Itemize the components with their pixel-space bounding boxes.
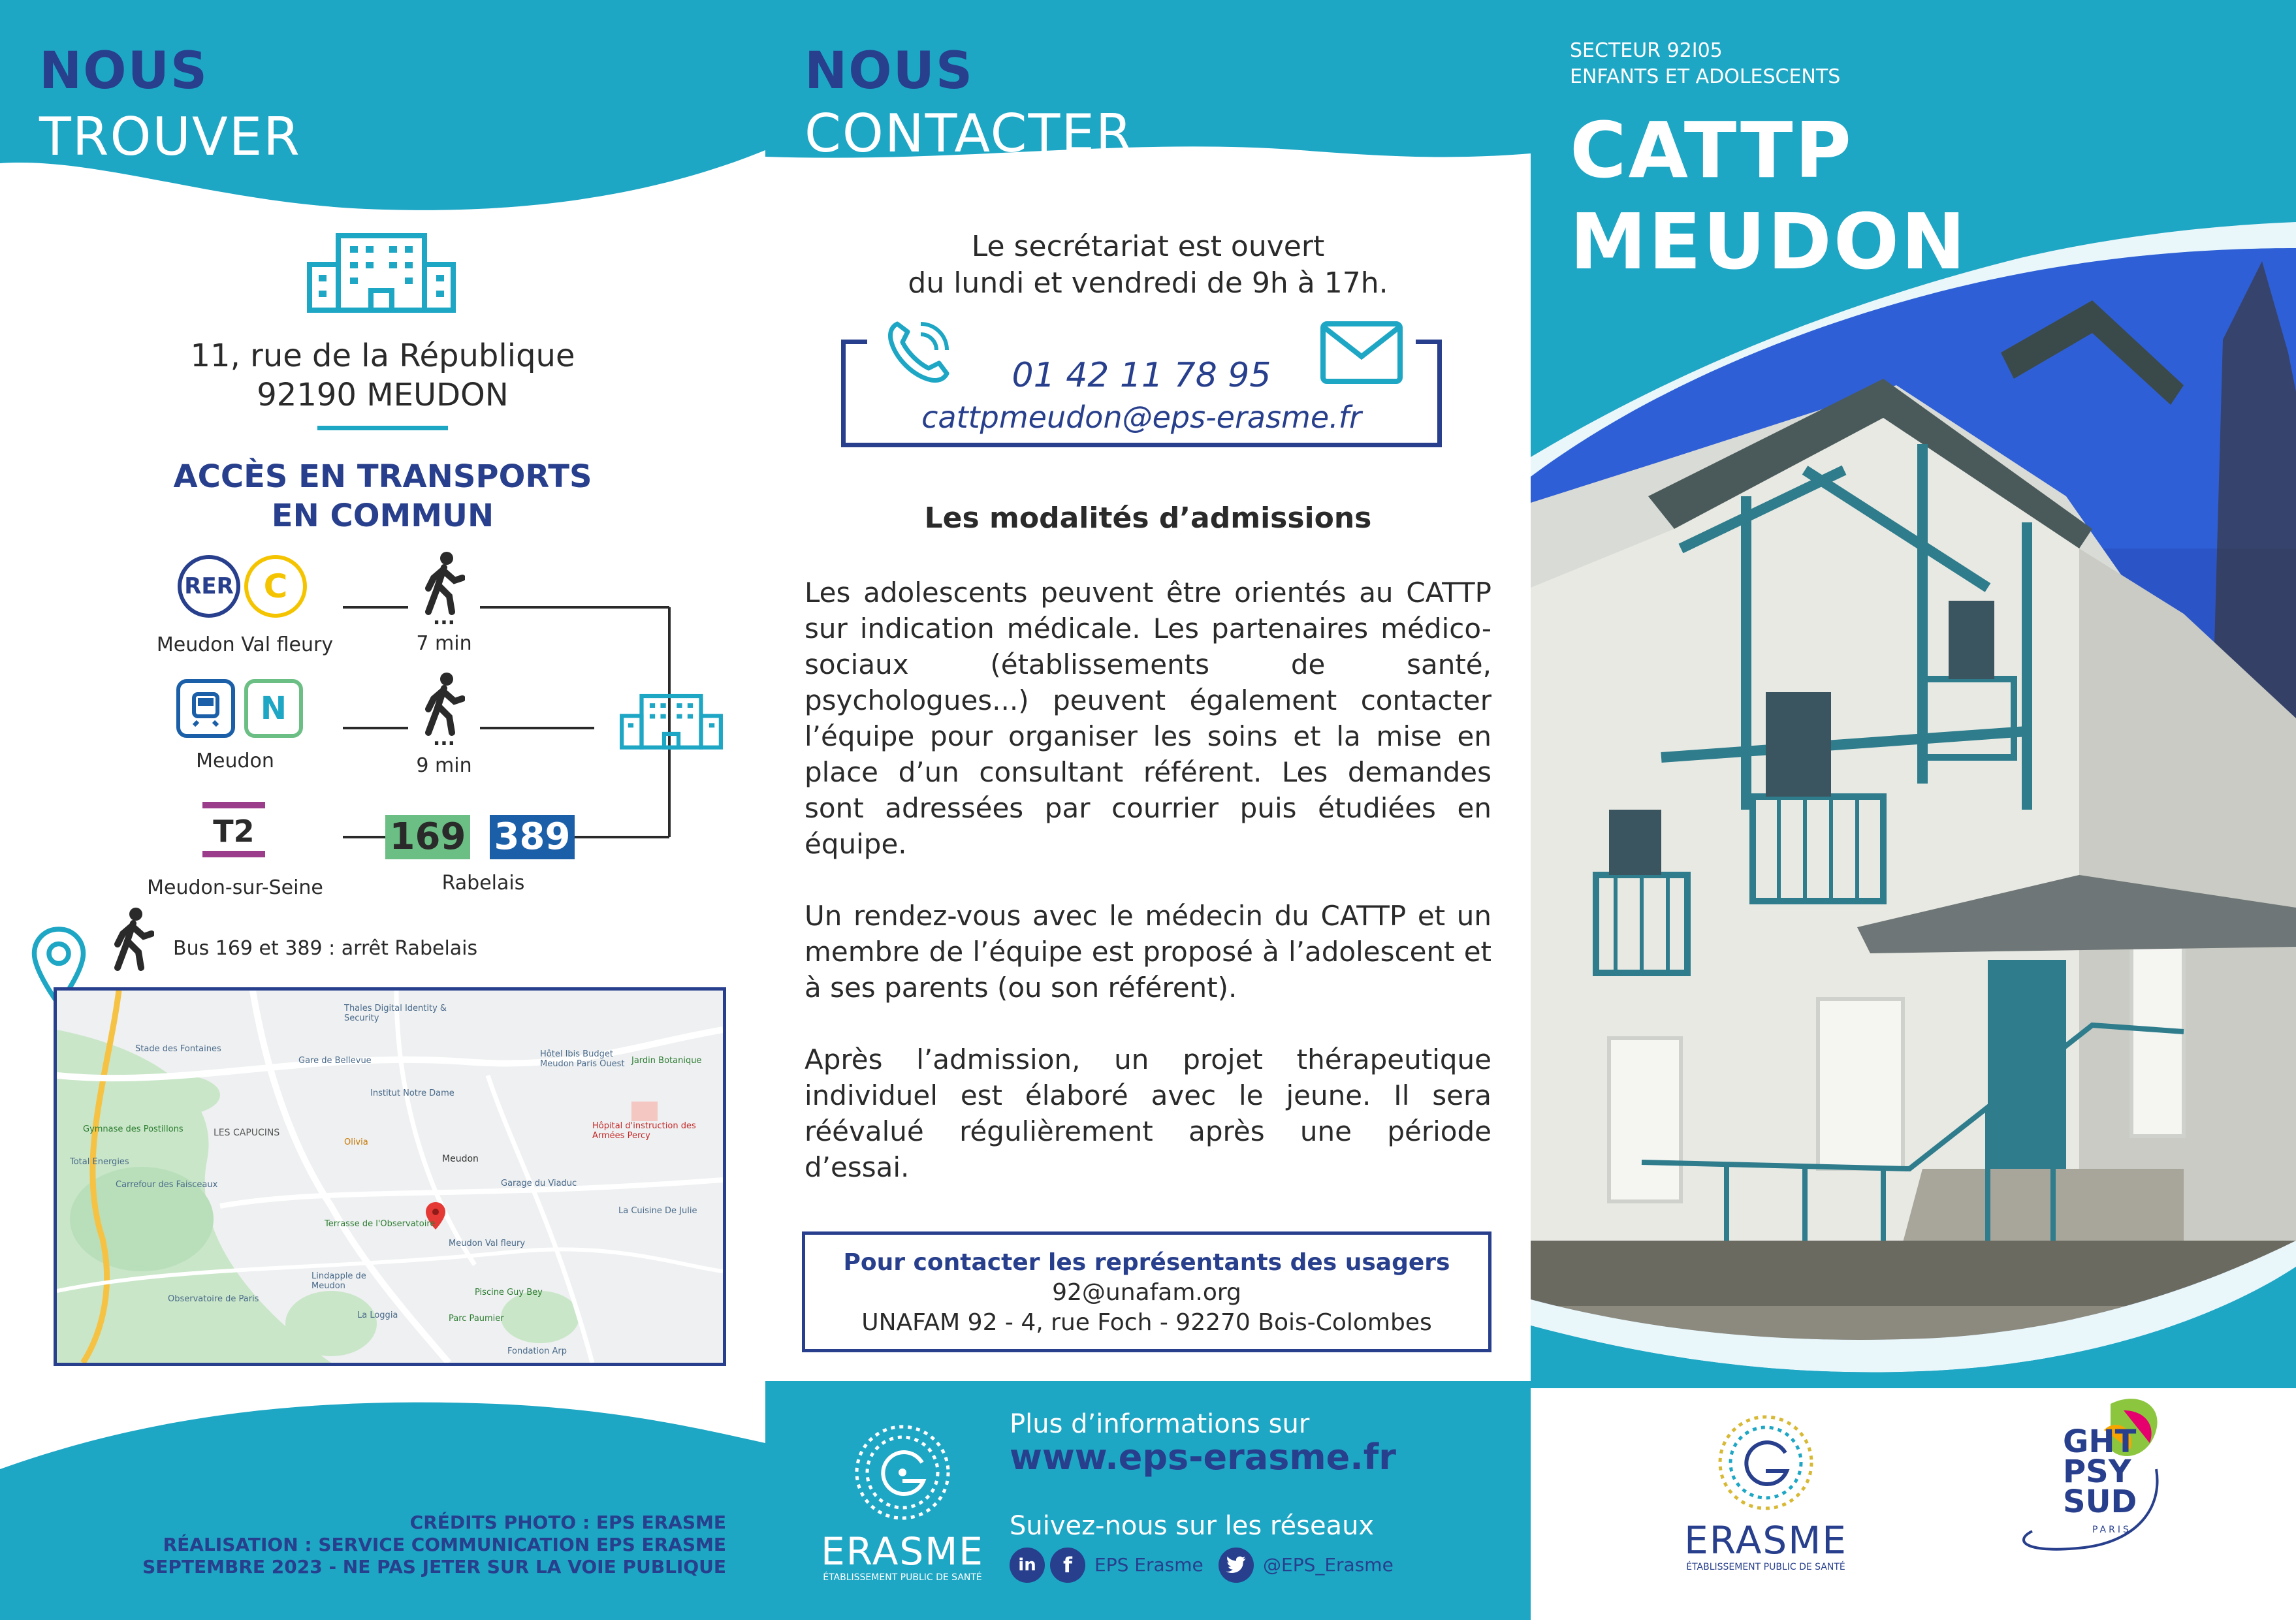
rer-c-badge: C bbox=[244, 555, 307, 618]
users-email[interactable]: 92@unafam.org bbox=[1052, 1279, 1241, 1306]
phone-number[interactable]: 01 42 11 78 95 bbox=[1012, 356, 1271, 395]
walk-time: 9 min bbox=[416, 754, 472, 777]
facebook-handle[interactable]: EPS Erasme bbox=[1094, 1554, 1204, 1576]
bus-stop-label: Rabelais bbox=[441, 872, 525, 895]
erasme-logo-subtitle: ÉTABLISSEMENT PUBLIC DE SANTÉ bbox=[823, 1572, 982, 1583]
building-photo bbox=[1531, 222, 2296, 1404]
station-label: Meudon bbox=[196, 750, 274, 772]
facebook-icon[interactable]: f bbox=[1050, 1548, 1085, 1583]
section-title-light: TROUVER bbox=[39, 106, 301, 167]
section-title-bold: NOUS bbox=[39, 42, 209, 101]
map-label: Gare de Bellevue bbox=[298, 1056, 372, 1066]
map-label: Piscine Guy Bey bbox=[475, 1288, 543, 1297]
ght-line2: PSY bbox=[2063, 1453, 2131, 1490]
email-link[interactable]: cattpmeudon@eps-erasme.fr bbox=[921, 400, 1362, 435]
cover-title-line1: CATTP bbox=[1570, 105, 1853, 195]
map[interactable] bbox=[54, 987, 726, 1366]
section-title-bold: NOUS bbox=[805, 42, 974, 101]
opening-hours bbox=[765, 229, 1531, 302]
map-label: Carrefour des Faisceaux bbox=[116, 1180, 218, 1190]
sector-audience: ENFANTS ET ADOLESCENTS bbox=[1570, 65, 1841, 88]
admissions-paragraph-3: Après l’admission, un projet thérapeutique individuel est élaboré avec le jeune. Il sera réévalué régulièrement après une période d’essai. bbox=[805, 1043, 1491, 1183]
hours-line2: du lundi et vendredi de 9h à 17h. bbox=[908, 266, 1388, 300]
map-label: Hôpital d'instruction des Armées Percy bbox=[592, 1121, 696, 1141]
admissions-paragraph-2: Un rendez-vous avec le médecin du CATTP et un membre de l’équipe est proposé à l’adolescent et à ses parents (ou son référent). bbox=[805, 900, 1491, 1004]
map-label: LES CAPUCINS bbox=[214, 1128, 280, 1138]
address bbox=[121, 336, 644, 415]
map-label: Parc Paumier bbox=[449, 1314, 504, 1324]
map-label: La Loggia bbox=[357, 1310, 398, 1320]
transport-title bbox=[121, 457, 644, 535]
map-label: Terrasse de l'Observatoire bbox=[325, 1219, 436, 1229]
map-label: Lindapple de Meudon bbox=[311, 1271, 366, 1291]
map-label: Olivia bbox=[344, 1137, 368, 1147]
map-label: Stade des Fontaines bbox=[135, 1044, 221, 1054]
map-label: Meudon Val fleury bbox=[449, 1239, 526, 1248]
tram-t2-badge: T2 bbox=[213, 814, 255, 849]
panel-find-us: NOUS TROUVER 11, rue de la République 92190 MEUDON ACCÈS EN TRANSPORTS EN COMMUN RER C Meudon Val fleury ... 7 min N Meudon ... 9 min T2 Meudon-sur-Seine 169 389 Rabelais Bus 169 et 389 : arrêt Rabelais Stade des Fontaines Thales Digital Identity & Security Gare de Bellevue Hôtel Ibis Budget Meudon Paris Ouest Jardin Botanique Institut Notre Dame Gymnase des Postillons LES CAPUCINS Olivia Meudon Hôpital d'instruction des Armées Percy Total Energies Carrefour des Faisceaux Garage du Viaduc Terrasse de l'Observatoire Meudon Val fleury Observatoire de Paris Piscine Guy Bey Parc Paumier La Loggia Fondation Arp Lindapple de Meudon La Cuisine De Julie CRÉDITS PHOTO : EPS ERASME RÉALISATION : SERVICE COMMUNICATION EPS ERASME SEPTEMBRE 2023 - NE PAS JETER SUR LA VOIE PUBLIQUE bbox=[0, 0, 765, 1620]
follow-label: Suivez-nous sur les réseaux bbox=[1010, 1511, 1375, 1541]
admissions-paragraph-1: Les adolescents peuvent être orientés au CATTP sur indication médicale. Les partenaires médico-sociaux (établissements de santé, psychologues...) peuvent également contacter l’équipe pour organiser les soins et la mise en place d’un consultant référent. Les demandes sont adressées par courrier puis étudiées en équipe. bbox=[805, 577, 1491, 860]
cover-title-line2: MEUDON bbox=[1570, 197, 1968, 287]
erasme-logo-icon bbox=[1700, 1407, 1831, 1518]
map-label: Gymnase des Postillons bbox=[83, 1124, 183, 1134]
building-icon bbox=[306, 232, 457, 313]
admissions-title: Les modalités d’admissions bbox=[924, 501, 1372, 535]
station-label: Meudon-sur-Seine bbox=[147, 876, 323, 899]
walking-icon bbox=[112, 908, 154, 973]
map-label: Jardin Botanique bbox=[631, 1056, 702, 1066]
address-street: 11, rue de la République bbox=[190, 338, 575, 374]
ght-line1: GHT bbox=[2063, 1423, 2137, 1460]
users-address: UNAFAM 92 - 4, rue Foch - 92270 Bois-Colombes bbox=[861, 1309, 1432, 1336]
rer-badge: RER bbox=[178, 555, 240, 618]
map-label: La Cuisine De Julie bbox=[618, 1206, 697, 1216]
building-icon bbox=[619, 692, 724, 751]
train-icon bbox=[176, 679, 235, 738]
users-representatives-box bbox=[802, 1231, 1491, 1352]
address-city: 92190 MEUDON bbox=[257, 377, 509, 413]
bus-389-badge: 389 bbox=[490, 815, 575, 859]
tram-bar-top bbox=[202, 802, 265, 808]
panel-contact bbox=[765, 0, 1531, 1620]
credit-date: SEPTEMBRE 2023 - NE PAS JETER SUR LA VOIE PUBLIQUE bbox=[142, 1556, 726, 1578]
sector-code: SECTEUR 92I05 bbox=[1570, 39, 1723, 62]
website-link[interactable]: www.eps-erasme.fr bbox=[1010, 1437, 1396, 1478]
twitter-icon[interactable] bbox=[1219, 1548, 1254, 1583]
panel-cover bbox=[1531, 0, 2296, 1620]
map-label: Total Energies bbox=[70, 1157, 129, 1167]
ght-line3: SUD bbox=[2063, 1484, 2137, 1520]
users-title: Pour contacter les représentants des usagers bbox=[843, 1249, 1450, 1276]
ght-logo-subtitle: PARIS bbox=[2092, 1525, 2131, 1535]
credits bbox=[26, 1512, 726, 1578]
tram-bar-bottom bbox=[202, 851, 265, 857]
map-label: Fondation Arp bbox=[507, 1346, 567, 1356]
map-label: Institut Notre Dame bbox=[370, 1088, 454, 1098]
map-label: Garage du Viaduc bbox=[501, 1179, 577, 1188]
sector-label bbox=[1570, 38, 1840, 90]
transport-title-line2: EN COMMUN bbox=[271, 498, 494, 534]
station-label: Meudon Val fleury bbox=[156, 633, 334, 656]
linkedin-icon[interactable]: in bbox=[1010, 1548, 1045, 1583]
walk-time: 7 min bbox=[416, 632, 472, 655]
more-info-label: Plus d’informations sur bbox=[1010, 1409, 1310, 1439]
erasme-logo-text: ERASME bbox=[821, 1529, 984, 1574]
twitter-handle[interactable]: @EPS_Erasme bbox=[1263, 1554, 1394, 1576]
map-label: Observatoire de Paris bbox=[168, 1294, 259, 1304]
ght-logo-text bbox=[2063, 1423, 2137, 1520]
bus-note: Bus 169 et 389 : arrêt Rabelais bbox=[173, 937, 478, 960]
transport-title-line1: ACCÈS EN TRANSPORTS bbox=[173, 458, 592, 495]
line-n-badge: N bbox=[244, 679, 303, 738]
erasme-logo-subtitle: ÉTABLISSEMENT PUBLIC DE SANTÉ bbox=[1686, 1562, 1845, 1572]
section-title-light: CONTACTER bbox=[805, 103, 1134, 164]
bus-169-badge: 169 bbox=[385, 815, 470, 859]
erasme-logo-text: ERASME bbox=[1684, 1518, 1847, 1563]
map-label: Thales Digital Identity & Security bbox=[344, 1004, 447, 1023]
map-label: Meudon bbox=[442, 1154, 479, 1164]
credit-production: RÉALISATION : SERVICE COMMUNICATION EPS ERASME bbox=[163, 1534, 726, 1555]
erasme-logo-icon bbox=[837, 1417, 968, 1528]
bottom-wave bbox=[0, 1358, 765, 1620]
credit-photo: CRÉDITS PHOTO : EPS ERASME bbox=[409, 1512, 726, 1533]
hours-line1: Le secrétariat est ouvert bbox=[971, 230, 1325, 263]
divider bbox=[317, 426, 448, 430]
map-label: Hôtel Ibis Budget Meudon Paris Ouest bbox=[540, 1049, 625, 1069]
logos-band bbox=[1531, 1388, 2296, 1620]
